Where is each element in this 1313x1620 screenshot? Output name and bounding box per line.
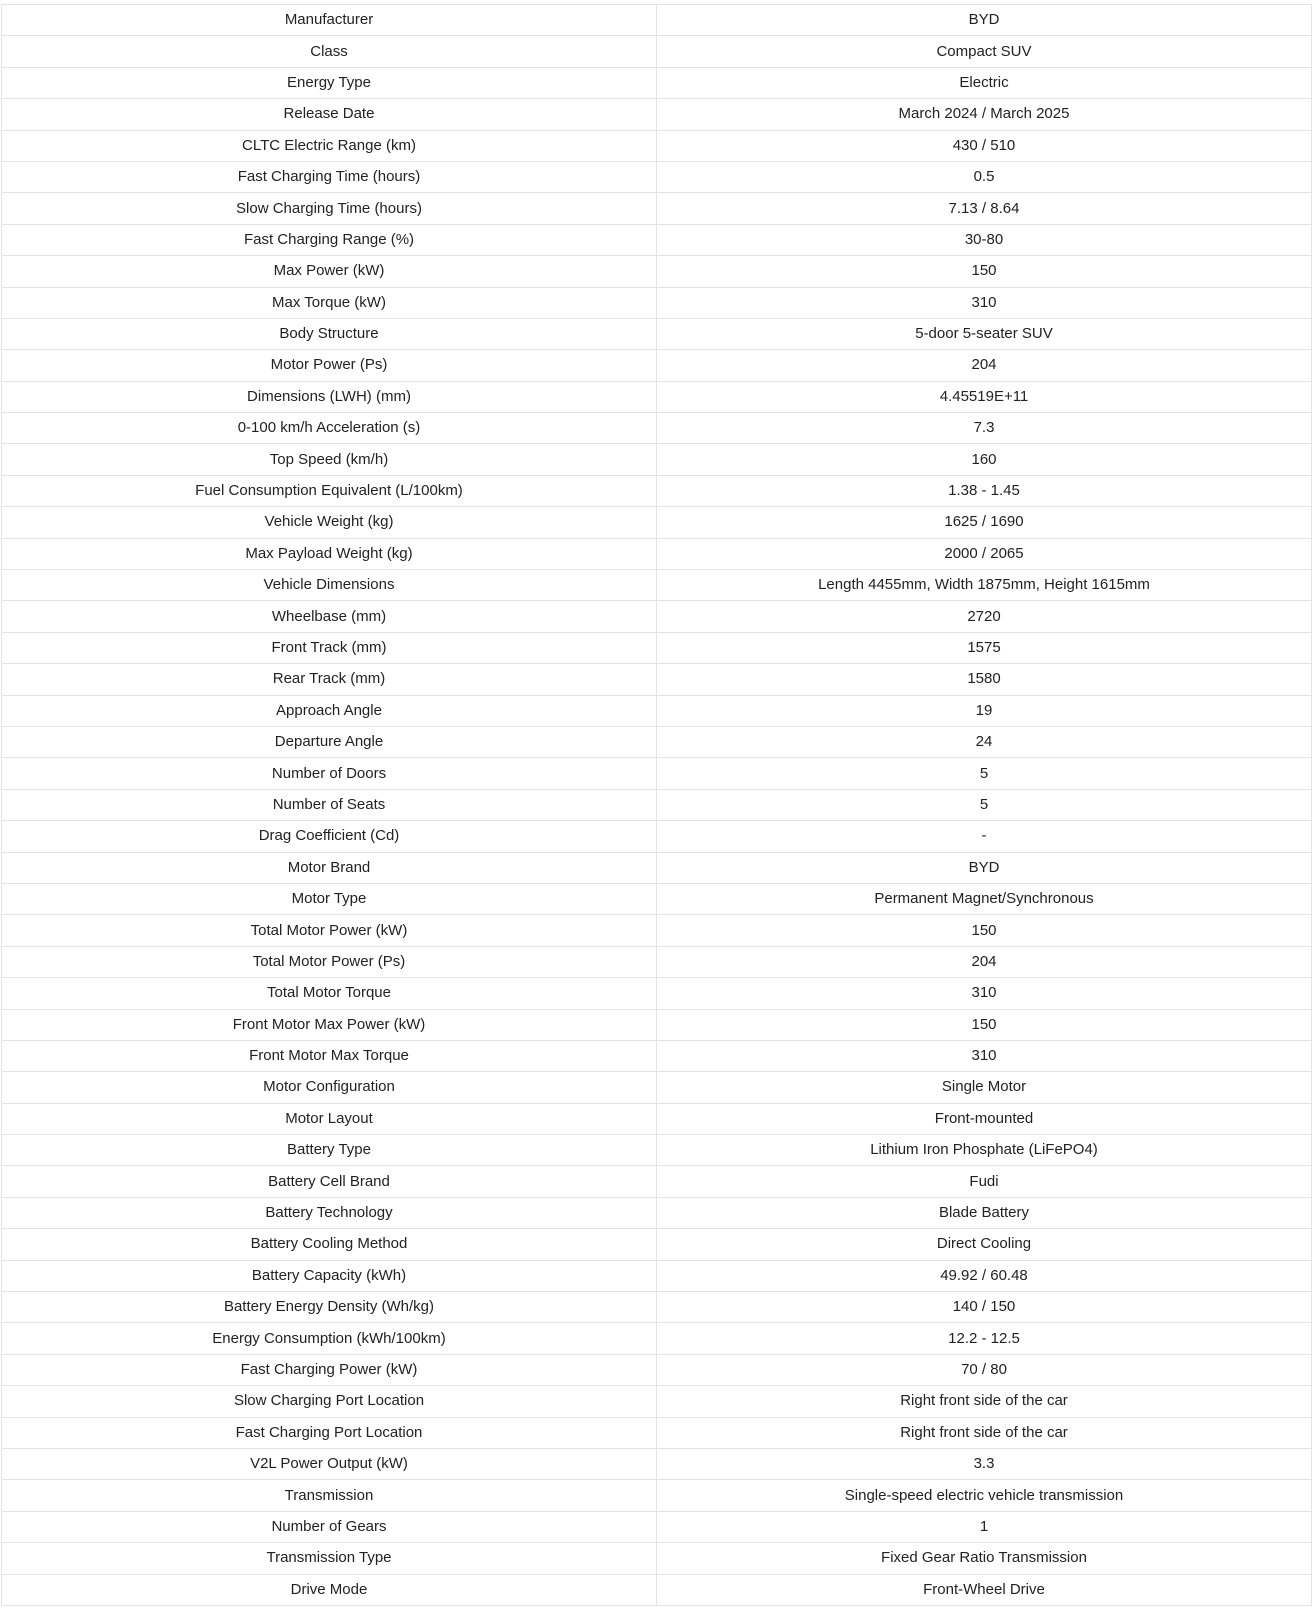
table-row	[2, 1511, 1312, 1542]
table-row	[2, 1574, 1312, 1605]
spec-label: Body Structure	[2, 318, 657, 349]
table-row	[2, 193, 1312, 224]
table-row	[2, 444, 1312, 475]
spec-table-body	[2, 5, 1312, 1606]
spec-label: Manufacturer	[2, 5, 657, 36]
spec-value: 150	[657, 256, 1312, 287]
spec-label: Motor Layout	[2, 1103, 657, 1134]
spec-label: Battery Capacity (kWh)	[2, 1260, 657, 1291]
table-row	[2, 915, 1312, 946]
spec-label: Fuel Consumption Equivalent (L/100km)	[2, 475, 657, 506]
spec-label: Vehicle Weight (kg)	[2, 507, 657, 538]
spec-label: Front Motor Max Torque	[2, 1040, 657, 1071]
spec-label: Dimensions (LWH) (mm)	[2, 381, 657, 412]
spec-value: 7.13 / 8.64	[657, 193, 1312, 224]
table-row	[2, 695, 1312, 726]
table-row	[2, 664, 1312, 695]
spec-label: Number of Seats	[2, 789, 657, 820]
spec-label: Vehicle Dimensions	[2, 570, 657, 601]
spec-value: 3.3	[657, 1448, 1312, 1479]
spec-label: Battery Technology	[2, 1197, 657, 1228]
spec-value: 430 / 510	[657, 130, 1312, 161]
table-row	[2, 978, 1312, 1009]
spec-value: 12.2 - 12.5	[657, 1323, 1312, 1354]
table-row	[2, 36, 1312, 67]
spec-label: CLTC Electric Range (km)	[2, 130, 657, 161]
spec-label: Motor Type	[2, 883, 657, 914]
table-row	[2, 287, 1312, 318]
spec-label: Battery Energy Density (Wh/kg)	[2, 1292, 657, 1323]
spec-label: Drive Mode	[2, 1574, 657, 1605]
spec-value: 310	[657, 978, 1312, 1009]
table-row	[2, 413, 1312, 444]
spec-label: Motor Brand	[2, 852, 657, 883]
spec-label: Slow Charging Time (hours)	[2, 193, 657, 224]
spec-value: 7.3	[657, 413, 1312, 444]
spec-value: Fudi	[657, 1166, 1312, 1197]
spec-value: 204	[657, 350, 1312, 381]
spec-value: 19	[657, 695, 1312, 726]
spec-label: Transmission Type	[2, 1543, 657, 1574]
table-row	[2, 475, 1312, 506]
spec-value: 5	[657, 758, 1312, 789]
spec-value: 160	[657, 444, 1312, 475]
spec-label: Total Motor Torque	[2, 978, 657, 1009]
spec-value: Length 4455mm, Width 1875mm, Height 1615mm	[657, 570, 1312, 601]
spec-value: 1580	[657, 664, 1312, 695]
table-row	[2, 5, 1312, 36]
table-row	[2, 1040, 1312, 1071]
spec-label: Class	[2, 36, 657, 67]
spec-label: Motor Power (Ps)	[2, 350, 657, 381]
table-row	[2, 1386, 1312, 1417]
table-row	[2, 1323, 1312, 1354]
spec-value: 4.45519E+11	[657, 381, 1312, 412]
table-row	[2, 1543, 1312, 1574]
spec-value: 5-door 5-seater SUV	[657, 318, 1312, 349]
spec-label: Motor Configuration	[2, 1072, 657, 1103]
spec-label: Fast Charging Range (%)	[2, 224, 657, 255]
spec-label: Max Torque (kW)	[2, 287, 657, 318]
spec-value: 1	[657, 1511, 1312, 1542]
table-row	[2, 350, 1312, 381]
spec-value: Front-mounted	[657, 1103, 1312, 1134]
spec-value: 310	[657, 1040, 1312, 1071]
spec-label: Transmission	[2, 1480, 657, 1511]
spec-value: 49.92 / 60.48	[657, 1260, 1312, 1291]
spec-label: Number of Doors	[2, 758, 657, 789]
table-row	[2, 601, 1312, 632]
table-row	[2, 821, 1312, 852]
spec-label: Battery Cooling Method	[2, 1229, 657, 1260]
spec-value: Right front side of the car	[657, 1386, 1312, 1417]
spec-label: Battery Type	[2, 1135, 657, 1166]
table-row	[2, 1260, 1312, 1291]
spec-value: 140 / 150	[657, 1292, 1312, 1323]
table-row	[2, 1354, 1312, 1385]
spec-value: 0.5	[657, 161, 1312, 192]
spec-label: Number of Gears	[2, 1511, 657, 1542]
table-row	[2, 1229, 1312, 1260]
spec-label: Departure Angle	[2, 726, 657, 757]
spec-value: BYD	[657, 852, 1312, 883]
table-row	[2, 632, 1312, 663]
spec-value: 1.38 - 1.45	[657, 475, 1312, 506]
table-row	[2, 318, 1312, 349]
table-row	[2, 1292, 1312, 1323]
spec-value: 150	[657, 915, 1312, 946]
spec-value: Single-speed electric vehicle transmission	[657, 1480, 1312, 1511]
table-row	[2, 1197, 1312, 1228]
spec-label: Fast Charging Time (hours)	[2, 161, 657, 192]
table-row	[2, 1448, 1312, 1479]
spec-label: Front Track (mm)	[2, 632, 657, 663]
spec-value: BYD	[657, 5, 1312, 36]
spec-value: Front-Wheel Drive	[657, 1574, 1312, 1605]
spec-label: Max Payload Weight (kg)	[2, 538, 657, 569]
spec-value: Blade Battery	[657, 1197, 1312, 1228]
table-row	[2, 130, 1312, 161]
spec-value: Right front side of the car	[657, 1417, 1312, 1448]
spec-value: 30-80	[657, 224, 1312, 255]
spec-label: Approach Angle	[2, 695, 657, 726]
spec-value: March 2024 / March 2025	[657, 99, 1312, 130]
spec-value: 150	[657, 1009, 1312, 1040]
table-row	[2, 570, 1312, 601]
table-row	[2, 758, 1312, 789]
table-row	[2, 1072, 1312, 1103]
spec-label: Fast Charging Power (kW)	[2, 1354, 657, 1385]
table-row	[2, 1480, 1312, 1511]
spec-value: Permanent Magnet/Synchronous	[657, 883, 1312, 914]
table-row	[2, 381, 1312, 412]
table-row	[2, 1103, 1312, 1134]
table-row	[2, 161, 1312, 192]
table-row	[2, 224, 1312, 255]
table-row	[2, 852, 1312, 883]
spec-label: Release Date	[2, 99, 657, 130]
table-row	[2, 507, 1312, 538]
spec-label: Total Motor Power (kW)	[2, 915, 657, 946]
spec-value: 310	[657, 287, 1312, 318]
spec-label: V2L Power Output (kW)	[2, 1448, 657, 1479]
table-row	[2, 99, 1312, 130]
spec-label: Drag Coefficient (Cd)	[2, 821, 657, 852]
table-row	[2, 256, 1312, 287]
table-row	[2, 67, 1312, 98]
table-row	[2, 1009, 1312, 1040]
spec-label: Total Motor Power (Ps)	[2, 946, 657, 977]
table-row	[2, 1417, 1312, 1448]
spec-value: 2000 / 2065	[657, 538, 1312, 569]
spec-value: -	[657, 821, 1312, 852]
spec-value: 70 / 80	[657, 1354, 1312, 1385]
spec-value: Lithium Iron Phosphate (LiFePO4)	[657, 1135, 1312, 1166]
spec-label: Battery Cell Brand	[2, 1166, 657, 1197]
spec-value: Direct Cooling	[657, 1229, 1312, 1260]
table-row	[2, 1135, 1312, 1166]
spec-value: 204	[657, 946, 1312, 977]
spec-value: 2720	[657, 601, 1312, 632]
table-row	[2, 538, 1312, 569]
spec-label: Wheelbase (mm)	[2, 601, 657, 632]
table-row	[2, 789, 1312, 820]
spec-value: 24	[657, 726, 1312, 757]
spec-table	[1, 4, 1312, 1606]
spec-value: 1575	[657, 632, 1312, 663]
spec-label: Top Speed (km/h)	[2, 444, 657, 475]
spec-label: Energy Type	[2, 67, 657, 98]
spec-value: 1625 / 1690	[657, 507, 1312, 538]
spec-label: 0-100 km/h Acceleration (s)	[2, 413, 657, 444]
table-row	[2, 883, 1312, 914]
spec-label: Fast Charging Port Location	[2, 1417, 657, 1448]
table-row	[2, 726, 1312, 757]
spec-label: Max Power (kW)	[2, 256, 657, 287]
spec-label: Rear Track (mm)	[2, 664, 657, 695]
table-row	[2, 1166, 1312, 1197]
spec-label: Slow Charging Port Location	[2, 1386, 657, 1417]
spec-value: 5	[657, 789, 1312, 820]
spec-value: Single Motor	[657, 1072, 1312, 1103]
table-row	[2, 946, 1312, 977]
spec-label: Front Motor Max Power (kW)	[2, 1009, 657, 1040]
spec-value: Compact SUV	[657, 36, 1312, 67]
spec-value: Fixed Gear Ratio Transmission	[657, 1543, 1312, 1574]
spec-label: Energy Consumption (kWh/100km)	[2, 1323, 657, 1354]
spec-value: Electric	[657, 67, 1312, 98]
